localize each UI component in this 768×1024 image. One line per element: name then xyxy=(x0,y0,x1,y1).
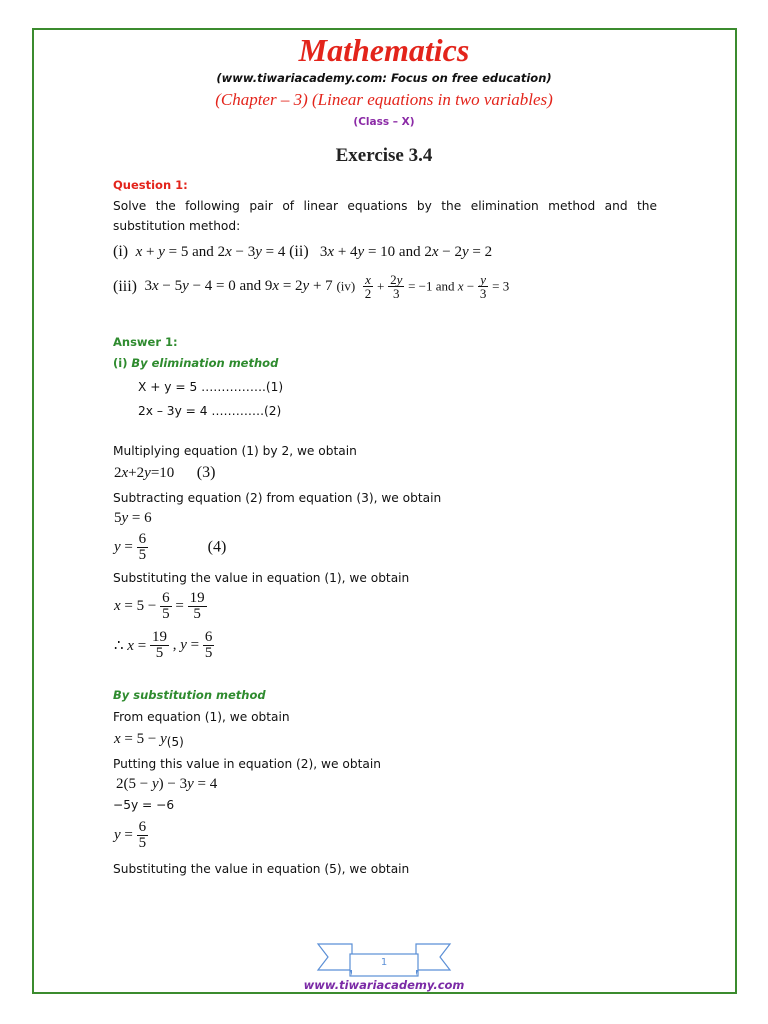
equation-3: 2x+2y=10 (3) xyxy=(114,464,216,481)
step-put-value: Putting this value in equation (2), we obtain xyxy=(113,757,381,771)
exercise-heading: Exercise 3.4 xyxy=(335,145,433,166)
question-text-line2: substitution method: xyxy=(113,219,241,233)
class-label: (Class – X) xyxy=(353,116,415,128)
and-text: and xyxy=(398,244,421,260)
equation-5y: 5y = 6 xyxy=(114,510,152,526)
equation-solution: ∴ x = $\frac{19}{5}$ , y = $\frac{6}{5}$ xyxy=(114,629,213,661)
elimination-heading xyxy=(113,356,278,370)
eq3-label: (3) xyxy=(196,464,216,481)
step-from-eq1: From equation (1), we obtain xyxy=(113,710,290,724)
question-row-2: (iii) 3x − 5y − 4 = 0 and 9x = 2y + 7 (iv) $\frac{x}{2}$ + $\frac{2y}{3}$ = −1 and x − $\frac{y}{3}$ = 3 xyxy=(113,272,510,301)
equation-2: 2x – 3y = 4 ………….(2) xyxy=(138,404,282,418)
answer-heading: Answer 1: xyxy=(113,335,178,349)
page-title: Mathematics xyxy=(298,32,470,68)
equation-x-value: x = 5 − $\frac{6}{5}$ = $\frac{19}{5}$ xyxy=(114,590,205,622)
eq4-label: (4) xyxy=(207,538,227,556)
step-multiply: Multiplying equation (1) by 2, we obtain xyxy=(113,444,357,458)
equation-expanded: 2(5 − y) − 3y = 4 xyxy=(116,776,218,792)
question-heading: Question 1: xyxy=(113,178,188,192)
question-row-1: (i) x + y = 5 and 2x − 3y = 4 (ii) 3x + 4y = 10 and 2x − 2y = 2 xyxy=(113,243,493,260)
part-iv-label: (iv) xyxy=(336,278,356,294)
equation-y-value: y = $\frac{6}{5}$ (4) xyxy=(114,531,227,563)
equation-neg: −5y = −6 xyxy=(113,798,175,812)
equation-1: X + y = 5 …………….(1) xyxy=(138,380,284,394)
page-subtitle: (www.tiwariacademy.com: Focus on free education) xyxy=(216,71,552,85)
step-subtract: Subtracting equation (2) from equation (3), we obtain xyxy=(113,491,442,505)
and-text: and xyxy=(239,278,262,294)
question-text-line1: Solve the following pair of linear equations by the elimination method and the xyxy=(113,199,657,213)
part-i-label: (i) xyxy=(113,243,129,260)
part-label: (i) xyxy=(113,356,128,370)
and-text: and xyxy=(435,278,455,294)
equation-x-expr: $x = 5 - y_{(5)}$ xyxy=(114,731,184,749)
elimination-title: By elimination method xyxy=(131,356,279,370)
step-substitute-2: Substituting the value in equation (5), we obtain xyxy=(113,862,410,876)
part-ii-label: (ii) xyxy=(289,243,309,260)
footer-url[interactable]: www.tiwariacademy.com xyxy=(303,978,465,992)
part-iii-label: (iii) xyxy=(113,277,137,295)
substitution-title: By substitution method xyxy=(113,688,266,702)
eq5-label: (5) xyxy=(166,735,184,749)
page-number: 1 xyxy=(380,957,388,968)
chapter-title: (Chapter – 3) (Linear equations in two variables) xyxy=(215,90,553,109)
step-substitute-1: Substituting the value in equation (1), we obtain xyxy=(113,571,410,585)
and-text: and xyxy=(192,244,214,260)
equation-y-value-2: y = $\frac{6}{5}$ xyxy=(114,819,147,851)
